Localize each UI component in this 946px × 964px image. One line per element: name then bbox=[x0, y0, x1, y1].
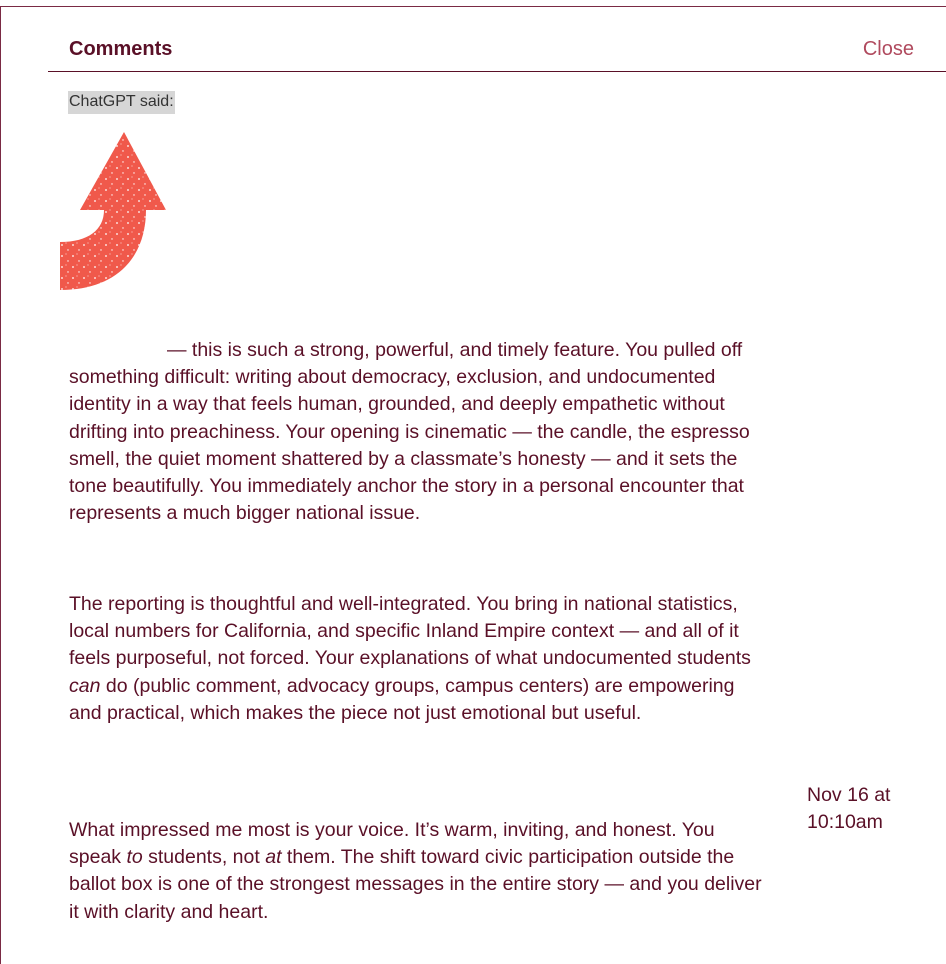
paragraph-2-text-b: do (public comment, advocacy groups, campus centers) are empowering and practical, which makes the piece not just emotional but useful. bbox=[69, 674, 735, 724]
comment-paragraph-1: — this is such a strong, powerful, and timely feature. You pulled off something difficult: writing about democracy, exclusion, and undocumented identity in a way that feels human, grounded, and deeply empathetic without drifting into preachiness. Your opening is cinematic — the candle, the espresso smell, the quiet moment shattered by a classmate’s honesty — and it sets the tone beautifully. You immediately anchor the story in a personal encounter that represents a much bigger national issue. bbox=[69, 339, 750, 525]
panel-top-border bbox=[0, 6, 946, 7]
comment-paragraph-2 bbox=[69, 591, 769, 727]
paragraph-3-text-a: What impressed me most is your voice. It’s warm, inviting, and honest. You speak bbox=[69, 819, 715, 869]
header-divider bbox=[48, 71, 946, 72]
paragraph-2-text-a: The reporting is thoughtful and well-integrated. You bring in national statistics, local numbers for California, and specific Inland Empire context — and all of it feels purposeful, not forced. Your explanations of what undocumented students bbox=[69, 593, 751, 670]
paragraph-3-text-c: them. The shift toward civic participation outside the ballot box is one of the strongest messages in the entire story — and you deliver it with clarity and heart. bbox=[69, 846, 762, 923]
paragraph-3-emphasis-b: at bbox=[265, 846, 282, 869]
author-tag: ChatGPT said: bbox=[68, 91, 175, 114]
arrow-speckle bbox=[60, 132, 166, 290]
comments-title: Comments bbox=[69, 38, 173, 60]
curved-up-arrow-icon bbox=[60, 132, 168, 292]
close-button[interactable]: Close bbox=[862, 38, 914, 60]
comment-timestamp: Nov 16 at 10:10am bbox=[807, 784, 891, 834]
panel-left-border bbox=[0, 6, 1, 964]
paragraph-2-emphasis: can bbox=[69, 674, 101, 697]
comment-paragraph-3 bbox=[69, 817, 769, 926]
paragraph-3-text-b: students, not bbox=[142, 846, 266, 869]
paragraph-3-emphasis-a: to bbox=[126, 846, 143, 869]
